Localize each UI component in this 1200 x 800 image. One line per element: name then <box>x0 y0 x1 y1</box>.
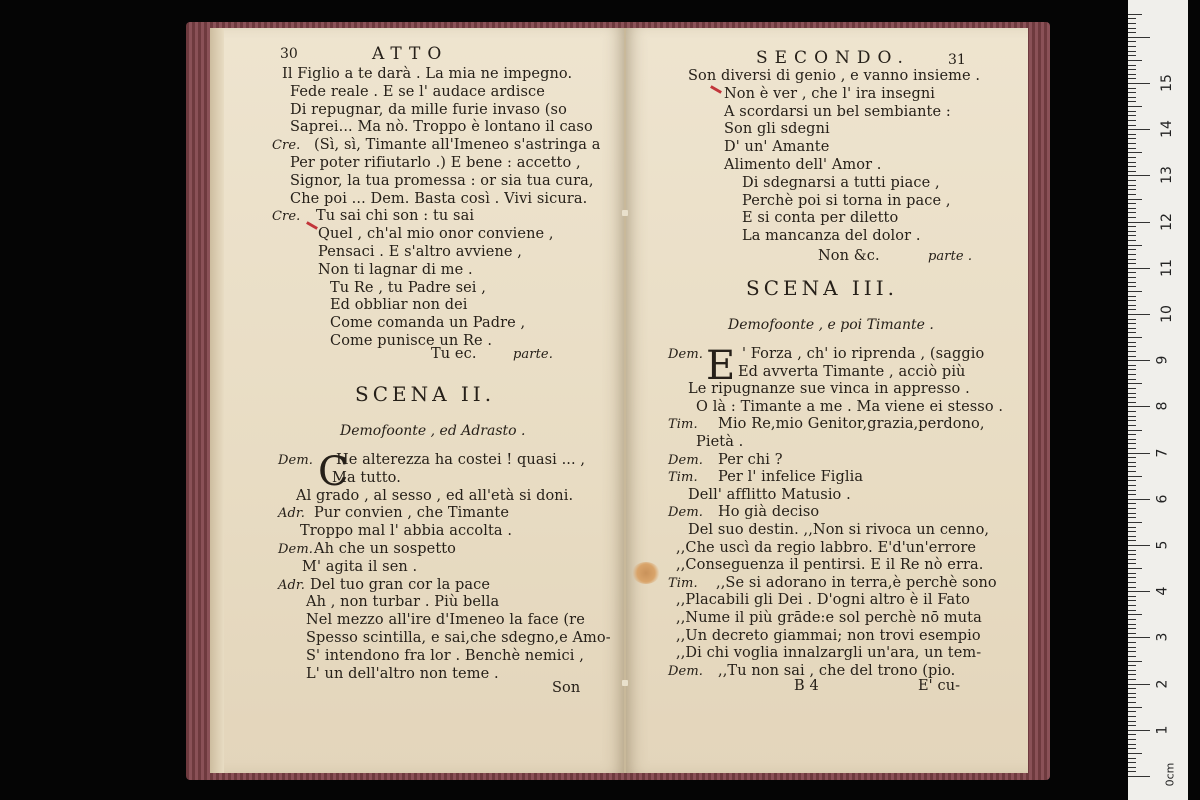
ruler-tick <box>1128 332 1136 333</box>
text-line: He alterezza ha costei ! quasi ... , <box>336 452 586 468</box>
page-number: 31 <box>948 52 966 68</box>
ruler-tick <box>1128 397 1136 398</box>
ruler-tick <box>1128 490 1136 491</box>
text-line: Del suo destin. ,,Non si rivoca un cenno, <box>688 522 990 538</box>
ruler-tick <box>1128 69 1136 70</box>
ruler-tick <box>1128 125 1136 126</box>
speaker-label: Tim. <box>668 470 698 486</box>
text-line: Per poter rifiutarlo .) E bene : accetto , <box>290 155 581 171</box>
ruler-tick <box>1128 314 1150 315</box>
ruler-tick <box>1128 697 1136 698</box>
ruler-tick <box>1128 388 1136 389</box>
ruler-tick <box>1128 776 1150 777</box>
ruler-tick <box>1128 319 1136 320</box>
ruler-tick <box>1128 628 1136 629</box>
ruler-tick <box>1128 536 1136 537</box>
speaker-label: Cre. <box>272 209 301 225</box>
ruler-number: 15 <box>1158 74 1175 92</box>
ruler-tick <box>1128 508 1136 509</box>
ruler-tick <box>1128 115 1136 116</box>
text-line: Signor, la tua promessa : or sia tua cura, <box>290 172 594 189</box>
text-line: Ah che un sospetto <box>314 541 457 557</box>
text-line: ,,Conseguenza il pentirsi. E il Re nò erra. <box>676 557 984 574</box>
ruler-tick <box>1128 716 1136 717</box>
text-line: Pensaci . E s'altro avviene , <box>318 244 522 260</box>
ruler-tick <box>1128 762 1136 763</box>
text-line: Saprei... Ma nò. Troppo è lontano il caso <box>290 119 593 136</box>
ruler-tick <box>1128 767 1136 768</box>
ruler-tick <box>1128 309 1136 310</box>
ruler-tick <box>1128 282 1136 283</box>
text-line: S' intendono fra lor . Benchè nemici , <box>306 647 584 664</box>
text-line: Nel mezzo all'ire d'Imeneo la face (re <box>306 612 585 629</box>
text-line: Fede reale . E se l' audace ardisce <box>290 83 545 100</box>
text-line: Quel , ch'al mio onor conviene , <box>318 226 554 243</box>
ruler-tick <box>1128 328 1136 329</box>
ruler-tick <box>1128 587 1136 588</box>
ruler-tick <box>1128 688 1136 689</box>
drop-cap: E <box>706 343 736 389</box>
ruler-tick <box>1128 32 1136 33</box>
ruler-tick <box>1128 721 1136 722</box>
ruler-tick <box>1128 439 1136 440</box>
ruler-tick <box>1128 157 1136 158</box>
ruler-tick <box>1128 92 1136 93</box>
speaker-label: Adr. <box>278 506 306 522</box>
ruler-tick <box>1128 226 1136 227</box>
ruler-tick <box>1128 499 1150 500</box>
ruler-tick <box>1128 637 1150 638</box>
exit-direction: parte. <box>513 347 553 362</box>
exit-cue: Non &c. <box>818 248 880 264</box>
ruler-tick <box>1128 337 1142 338</box>
ruler-tick <box>1128 97 1136 98</box>
ruler-tick <box>1128 559 1136 560</box>
text-line: ,,Un decreto giammai; non trovi esempio <box>676 627 981 644</box>
ruler-tick <box>1128 277 1136 278</box>
ruler-tick <box>1128 300 1136 301</box>
ruler-tick <box>1128 503 1136 504</box>
ruler-tick <box>1128 596 1136 597</box>
ruler-tick <box>1128 748 1136 749</box>
ruler-tick <box>1128 152 1142 153</box>
speaker-label: Dem. <box>278 453 313 468</box>
page-number: 30 <box>280 46 298 62</box>
ruler-tick <box>1128 88 1136 89</box>
text-line: Non è ver , che l' ira insegni <box>724 85 936 102</box>
ruler-tick <box>1128 702 1136 703</box>
ruler-tick <box>1128 51 1136 52</box>
ruler-tick <box>1128 471 1136 472</box>
text-line: Ma tutto. <box>332 469 401 486</box>
text-line: Ed obbliar non dei <box>330 297 468 314</box>
speaker-label: Cre. <box>272 138 301 154</box>
ruler-tick <box>1128 379 1136 380</box>
ruler-number: 10 <box>1158 305 1175 323</box>
ruler-tick <box>1128 65 1136 66</box>
ruler-tick <box>1128 466 1136 467</box>
right-page <box>626 28 1028 773</box>
ruler-number: 13 <box>1158 166 1175 185</box>
ruler-tick <box>1128 254 1136 255</box>
ruler-tick <box>1128 305 1136 306</box>
text-line: Non ti lagnar di me . <box>318 261 473 278</box>
ruler-tick <box>1128 531 1136 532</box>
ruler-number: 12 <box>1158 212 1175 231</box>
ruler-tick <box>1128 619 1136 620</box>
text-line: Che poi ... Dem. Basta così . Vivi sicura. <box>290 190 588 207</box>
ruler-tick <box>1128 614 1142 615</box>
ruler-tick <box>1128 642 1136 643</box>
ruler-tick <box>1128 457 1136 458</box>
ruler-tick <box>1128 365 1136 366</box>
ruler-tick <box>1128 74 1136 75</box>
text-line: Mio Re,mio Genitor,grazia,perdono, <box>718 416 985 433</box>
scene-cast: Demofoonte , ed Adrasto . <box>340 423 526 439</box>
ruler-tick <box>1128 346 1136 347</box>
ruler-tick <box>1128 203 1136 204</box>
ruler-tick <box>1128 166 1136 167</box>
text-line: Ah , non turbar . Più bella <box>306 594 500 611</box>
ruler-tick <box>1128 222 1150 223</box>
ruler-tick <box>1128 393 1136 394</box>
text-line: E si conta per diletto <box>742 210 899 227</box>
speaker-label: Tim. <box>668 575 698 591</box>
ruler-tick <box>1128 453 1150 454</box>
text-line: Dell' afflitto Matusio . <box>688 486 851 503</box>
ruler-number: 14 <box>1158 120 1175 139</box>
ruler-tick <box>1128 730 1150 731</box>
ruler-tick <box>1128 23 1136 24</box>
ruler-tick <box>1128 138 1136 139</box>
ruler-tick <box>1128 272 1136 273</box>
text-line: O là : Timante a me . Ma viene ei stesso . <box>696 398 1004 415</box>
text-line: Ed avverta Timante , acciò più <box>738 363 966 380</box>
ruler-number: 5 <box>1154 540 1171 550</box>
ruler-tick <box>1128 28 1136 29</box>
text-line: Son gli sdegni <box>724 121 830 138</box>
ruler-tick <box>1128 111 1136 112</box>
text-line: Troppo mal l' abbia accolta . <box>300 523 513 540</box>
ruler-tick <box>1128 513 1136 514</box>
ruler-tick <box>1128 360 1150 361</box>
binding-thread <box>622 210 628 216</box>
ruler-tick <box>1128 41 1136 42</box>
ruler-tick <box>1128 143 1136 144</box>
text-line: ,,Tu non sai , che del trono (pio. <box>718 662 956 679</box>
ruler-tick <box>1128 550 1136 551</box>
ruler-tick <box>1128 545 1150 546</box>
ruler-tick <box>1128 494 1136 495</box>
ruler-tick <box>1128 679 1136 680</box>
ruler-tick <box>1128 647 1136 648</box>
ruler-tick <box>1128 430 1142 431</box>
ruler-number: 11 <box>1158 258 1175 277</box>
text-line: ,,Placabili gli Dei . D'ogni altro è il Fato <box>676 592 971 609</box>
ruler-tick <box>1128 527 1136 528</box>
ruler-tick <box>1128 296 1136 297</box>
ruler-tick <box>1128 134 1136 135</box>
ruler-tick <box>1128 624 1136 625</box>
text-line: Son diversi di genio , e vanno insieme . <box>688 68 981 84</box>
ruler-tick <box>1128 540 1136 541</box>
text-line: M' agita il sen . <box>302 558 418 575</box>
text-line: Per chi ? <box>718 451 783 468</box>
text-line: L' un dell'altro non teme . <box>306 665 499 682</box>
ruler-tick <box>1128 707 1142 708</box>
ruler-tick <box>1128 46 1136 47</box>
ruler-number: 8 <box>1154 401 1171 411</box>
ruler-tick <box>1128 670 1136 671</box>
ruler-tick <box>1128 212 1136 213</box>
ruler-tick <box>1128 18 1136 19</box>
ruler-tick <box>1128 674 1136 675</box>
ruler-tick <box>1128 342 1136 343</box>
text-line: ,,Nume il più grāde:e sol perchè nō muta <box>676 610 982 626</box>
red-margin-mark <box>710 85 722 94</box>
text-line: Ho già deciso <box>718 504 820 521</box>
ruler-tick <box>1128 661 1142 662</box>
ruler-tick <box>1128 522 1142 523</box>
ruler-tick <box>1128 185 1136 186</box>
ruler-tick <box>1128 554 1136 555</box>
running-header: ATTO <box>372 44 449 64</box>
ruler-tick <box>1128 291 1142 292</box>
text-line: Perchè poi si torna in pace , <box>742 192 951 209</box>
text-line: Il Figlio a te darà . La mia ne impegno. <box>282 66 573 82</box>
ruler-tick <box>1128 402 1136 403</box>
ruler-tick <box>1128 711 1136 712</box>
text-line: Di repugnar, da mille furie invaso (so <box>290 101 567 118</box>
text-line: Alimento dell' Amor . <box>724 157 882 173</box>
ruler-tick <box>1128 420 1136 421</box>
text-line: ,,Di chi voglia innalzargli un'ara, un tem- <box>676 645 982 662</box>
ruler-tick <box>1128 485 1136 486</box>
text-line: ,,Se si adorano in terra,è perchè sono <box>716 574 997 591</box>
ruler-tick <box>1128 171 1136 172</box>
ruler-tick <box>1128 37 1150 38</box>
ruler-tick <box>1128 268 1150 269</box>
ruler-tick <box>1128 734 1136 735</box>
ruler-tick <box>1128 651 1136 652</box>
text-line: ,,Che uscì da regio labbro. E'd'un'errore <box>676 539 977 556</box>
ruler-tick <box>1128 573 1136 574</box>
ruler-tick <box>1128 83 1150 84</box>
text-line: ' Forza , ch' io riprenda , (saggio <box>742 346 985 362</box>
ruler-tick <box>1128 217 1136 218</box>
text-line: La mancanza del dolor . <box>742 228 921 245</box>
text-line: D' un' Amante <box>724 139 830 156</box>
ruler-tick <box>1128 406 1150 407</box>
speaker-label: Dem. <box>668 347 703 362</box>
scene-title: SCENA II. <box>355 382 496 406</box>
ruler-tick <box>1128 240 1136 241</box>
text-line: Tu Re , tu Padre sei , <box>330 279 486 296</box>
ruler-number: 1 <box>1154 725 1171 735</box>
ruler-tick <box>1128 758 1136 759</box>
ruler-tick <box>1128 374 1136 375</box>
ruler-tick <box>1128 249 1136 250</box>
speaker-label: Dem. <box>668 452 703 468</box>
ruler-tick <box>1128 771 1136 772</box>
ruler-number: 2 <box>1154 679 1171 689</box>
ruler-tick <box>1128 120 1136 121</box>
ruler-tick <box>1128 245 1142 246</box>
text-line: Di sdegnarsi a tutti piace , <box>742 174 940 191</box>
ruler-tick <box>1128 665 1136 666</box>
ruler-tick <box>1128 739 1136 740</box>
ruler-tick <box>1128 180 1136 181</box>
exit-direction: parte . <box>928 249 973 264</box>
text-line: Pietà . <box>696 434 744 450</box>
ruler-tick <box>1128 208 1136 209</box>
ruler-tick <box>1128 563 1136 564</box>
catchword: Son <box>552 680 581 696</box>
ruler-tick <box>1128 199 1142 200</box>
ruler-tick <box>1128 434 1136 435</box>
ruler-tick <box>1128 14 1142 15</box>
ruler-tick <box>1128 383 1142 384</box>
text-line: Pur convien , che Timante <box>314 505 510 522</box>
ruler-tick <box>1128 476 1142 477</box>
ruler-tick <box>1128 443 1136 444</box>
ruler-tick <box>1128 425 1136 426</box>
drop-cap: C <box>318 449 349 495</box>
ruler-tick <box>1128 351 1136 352</box>
speaker-label: Dem. <box>668 505 703 521</box>
ruler-tick <box>1128 106 1142 107</box>
measurement-ruler <box>1128 0 1188 800</box>
ruler-tick <box>1128 448 1136 449</box>
ruler-tick <box>1128 600 1136 601</box>
ruler-number: 6 <box>1154 494 1171 504</box>
speaker-label: Adr. <box>278 577 306 593</box>
text-line: Tu sai chi son : tu sai <box>316 208 475 225</box>
text-line: Del tuo gran cor la pace <box>310 576 491 593</box>
ruler-number: 7 <box>1154 448 1171 458</box>
ruler-tick <box>1128 148 1136 149</box>
ruler-number: 3 <box>1154 632 1171 642</box>
ruler-tick <box>1128 633 1136 634</box>
exit-cue: Tu ec. <box>431 346 477 362</box>
ruler-tick <box>1128 411 1136 412</box>
ruler-tick <box>1128 323 1136 324</box>
text-line: Come comanda un Padre , <box>330 315 526 332</box>
ruler-tick <box>1128 684 1150 685</box>
ruler-tick <box>1128 369 1136 370</box>
ruler-tick <box>1128 480 1136 481</box>
ruler-tick <box>1128 693 1136 694</box>
text-line: Per l' infelice Figlia <box>718 469 864 486</box>
speaker-label: Dem. <box>668 663 703 679</box>
ruler-unit-label: 0cm <box>1163 762 1177 787</box>
speaker-label: Dem. <box>278 542 313 557</box>
ruler-tick <box>1128 577 1136 578</box>
ruler-tick <box>1128 129 1150 130</box>
ruler-tick <box>1128 60 1142 61</box>
running-header: SECONDO. <box>756 48 910 68</box>
ruler-tick <box>1128 517 1136 518</box>
scene-cast: Demofoonte , e poi Timante . <box>728 317 934 333</box>
ruler-tick <box>1128 582 1136 583</box>
ruler-number: 4 <box>1154 586 1171 596</box>
text-line: A scordarsi un bel sembiante : <box>724 103 951 120</box>
ruler-tick <box>1128 175 1150 176</box>
ruler-tick <box>1128 235 1136 236</box>
binding-thread <box>622 680 628 686</box>
ruler-tick <box>1128 263 1136 264</box>
ruler-tick <box>1128 744 1136 745</box>
paper-stain <box>632 562 660 584</box>
ruler-tick <box>1128 725 1136 726</box>
ruler-tick <box>1128 189 1136 190</box>
ruler-tick <box>1128 78 1136 79</box>
text-line: Le ripugnanze sue vinca in appresso . <box>688 381 970 398</box>
text-line: Come punisce un Re . <box>330 333 493 349</box>
ruler-number: 9 <box>1154 355 1171 365</box>
ruler-tick <box>1128 462 1136 463</box>
speaker-label: Tim. <box>668 417 698 433</box>
ruler-tick <box>1128 605 1136 606</box>
ruler-tick <box>1128 286 1136 287</box>
ruler-tick <box>1128 194 1136 195</box>
ruler-tick <box>1128 162 1136 163</box>
ruler-tick <box>1128 231 1136 232</box>
left-page <box>210 28 626 773</box>
text-line: Spesso scintilla, e sai,che sdegno,e Amo- <box>306 630 611 646</box>
text-line: Al grado , al sesso , ed all'età si doni. <box>296 487 574 504</box>
ruler-tick <box>1128 591 1150 592</box>
ruler-tick <box>1128 416 1136 417</box>
ruler-tick <box>1128 656 1136 657</box>
scene-title: SCENA III. <box>746 276 898 300</box>
ruler-tick <box>1128 568 1142 569</box>
ruler-tick <box>1128 101 1136 102</box>
ruler-tick <box>1128 356 1136 357</box>
signature-mark: B 4 <box>794 678 819 694</box>
catchword: E' cu- <box>918 678 961 694</box>
ruler-tick <box>1128 259 1136 260</box>
text-line: (Sì, sì, Timante all'Imeneo s'astringa a <box>314 137 601 154</box>
ruler-tick <box>1128 753 1142 754</box>
ruler-tick <box>1128 55 1136 56</box>
ruler-tick <box>1128 610 1136 611</box>
